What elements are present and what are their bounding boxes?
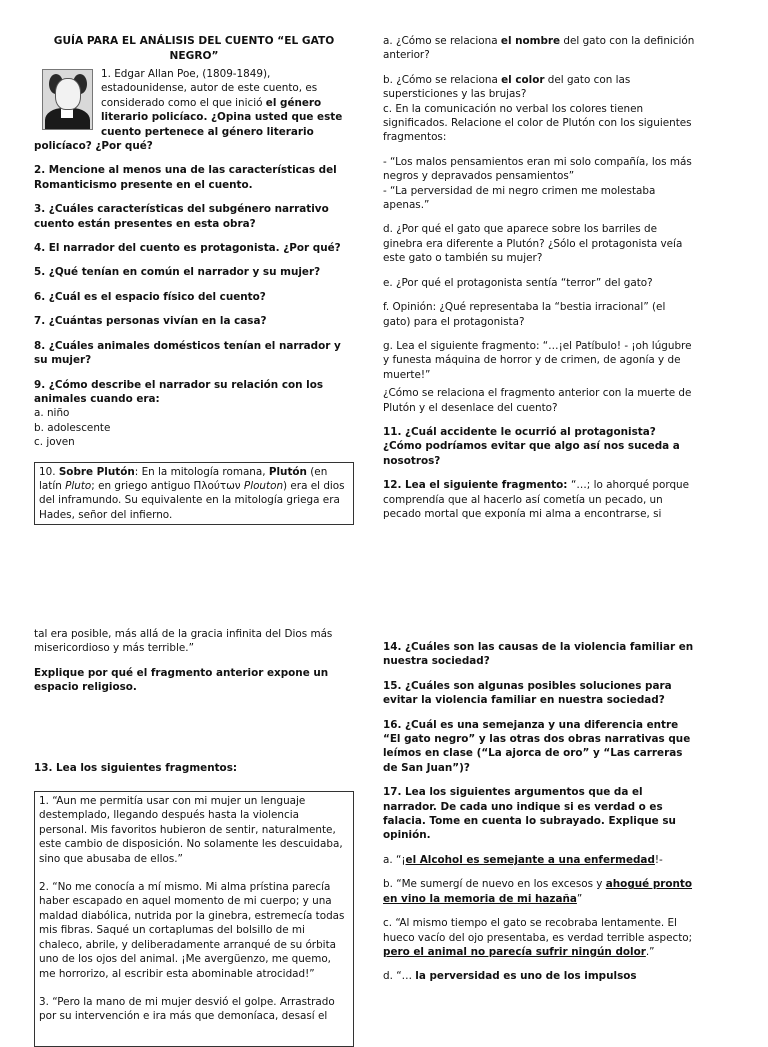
fragment-1: 1. “Aun me permitía usar con mi mujer un lenguaje destemplado, llegando después hasta la violencia personal. Mis favoritos hubieron de sentir, naturalmente, este cambio de disposición. No solamente les descuidaba, sino que abusaba de ellos.” bbox=[39, 795, 343, 865]
document-title: GUÍA PARA EL ANÁLISIS DEL CUENTO “EL GATO NEGRO” bbox=[53, 35, 335, 62]
item-e-terror: e. ¿Por qué el protagonista sentía “terror” del gato? bbox=[383, 276, 653, 289]
question-12: 12. Lea el siguiente fragmento: “…; lo ahorqué porque comprendía que al hacerlo así cometía un pecado, un pecado mortal que exponía mi alma a encontrarse, si bbox=[383, 479, 690, 520]
left-top-column bbox=[34, 34, 354, 525]
question-7: 7. ¿Cuántas personas vivían en la casa? bbox=[34, 315, 267, 328]
question-16: 16. ¿Cuál es una semejanza y una diferencia entre “El gato negro” y las otras dos obras narrativas que leímos en clase (“La ajorca de oro” y “Las carreras de San Juan”)? bbox=[383, 718, 691, 774]
question-9: 9. ¿Cómo describe el narrador su relación con los animales cuando era: bbox=[34, 378, 324, 405]
question-10-box: 10. Sobre Plutón: En la mitología romana, Plutón (en latín Pluto; en griego antiguo Πλούτων Plouton) era el dios del inframundo. Su equivalente en la mitología griega era Hades, señor del infierno. bbox=[34, 462, 354, 526]
question-3: 3. ¿Cuáles características del subgénero narrativo cuento están presentes en esta obra? bbox=[34, 203, 329, 230]
argument-c: c. “Al mismo tiempo el gato se recobraba lentamente. El hueco vacío del ojo presentaba, es verdad terrible aspecto; pero el animal no parecía sufrir ningún dolor.” bbox=[383, 917, 693, 958]
question-9-option-b: b. adolescente bbox=[34, 421, 111, 434]
question-9-option-c: c. joven bbox=[34, 436, 75, 449]
item-f-opinion: f. Opinión: ¿Qué representaba la “bestia irracional” (el gato) para el protagonista? bbox=[383, 301, 666, 328]
question-1: 1. Edgar Allan Poe, (1809-1849), estadounidense, autor de este cuento, es considerado como el que inició el género literario policíaco. ¿Opina usted que este cuento pertenece al género literario policíaco? ¿Por qué? bbox=[34, 68, 343, 153]
fragment-dark-thoughts: - “Los malos pensamientos eran mi solo compañía, los más negros y depravados pensamientos” bbox=[383, 155, 692, 183]
right-top-column bbox=[383, 34, 695, 521]
item-g-fragment: g. Lea el siguiente fragmento: “…¡el Patíbulo! - ¡oh lúgubre y funesta máquina de horror y de crimen, de agonía y de muerte!” bbox=[383, 339, 692, 381]
argument-a: a. “¡el Alcohol es semejante a una enfermedad!- bbox=[383, 853, 663, 866]
item-c-nonverbal: c. En la comunicación no verbal los colores tienen significados. Relacione el color de Plutón con los siguientes fragmentos: bbox=[383, 102, 692, 144]
question-13-fragments-box bbox=[34, 791, 354, 1047]
fragment-3: 3. “Pero la mano de mi mujer desvió el golpe. Arrastrado por su intervención e ira más que demoníaca, desasí el bbox=[39, 995, 335, 1023]
item-a-name: a. ¿Cómo se relaciona el nombre del gato con la definición anterior? bbox=[383, 35, 695, 62]
item-b-color: b. ¿Cómo se relaciona el color del gato con las supersticiones y las brujas? bbox=[383, 73, 631, 101]
item-d-second-cat: d. ¿Por qué el gato que aparece sobre los barriles de ginebra era diferente a Plutón? ¿Sólo el protagonista veía este gato o también su mujer? bbox=[383, 223, 683, 265]
question-2: 2. Mencione al menos una de las características del Romanticismo presente en el cuento. bbox=[34, 164, 337, 191]
item-g-question: ¿Cómo se relaciona el fragmento anterior con la muerte de Plutón y el desenlace del cuento? bbox=[383, 387, 692, 414]
question-11: 11. ¿Cuál accidente le ocurrió al protagonista? ¿Cómo podríamos evitar que algo así nos suceda a nosotros? bbox=[383, 425, 680, 467]
explain-religious-space: Explique por qué el fragmento anterior expone un espacio religioso. bbox=[34, 666, 329, 694]
question-9-option-a: a. niño bbox=[34, 407, 70, 420]
question-17: 17. Lea los siguientes argumentos que da el narrador. De cada uno indique si es verdad o es falacia. Tome en cuenta lo subrayado. Explique su opinión. bbox=[383, 786, 676, 842]
question-4: 4. El narrador del cuento es protagonista. ¿Por qué? bbox=[34, 242, 341, 255]
question-13: 13. Lea los siguientes fragmentos: bbox=[34, 761, 238, 774]
fragment-perversity: - “La perversidad de mi negro crimen me molestaba apenas.” bbox=[383, 184, 656, 212]
right-bottom-column bbox=[383, 640, 695, 984]
fragment-continuation: tal era posible, más allá de la gracia infinita del Dios más misericordioso y más terrible.” bbox=[34, 628, 333, 655]
poe-portrait-image bbox=[42, 69, 93, 130]
argument-b: b. “Me sumergí de nuevo en los excesos y ahogué pronto en vino la memoria de mi hazaña” bbox=[383, 878, 693, 905]
fragment-2: 2. “No me conocía a mí mismo. Mi alma prístina parecía haber escapado en aquel momento de mi cuerpo; y una maldad diabólica, nutrida por la ginebra, estremecía todas mis fibras. Saqué un cortaplumas del bolsillo de mi chaleco, abrile, y deliberadamente arranqué de su órbita uno de los ojos del animal. ¡Me avergüenzo, me quemo, me horrorizo, al escribir esta abominable atrocidad!” bbox=[39, 881, 345, 980]
question-8: 8. ¿Cuáles animales domésticos tenían el narrador y su mujer? bbox=[34, 339, 341, 367]
question-15: 15. ¿Cuáles son algunas posibles soluciones para evitar la violencia familiar en nuestra sociedad? bbox=[383, 679, 672, 707]
argument-d: d. “… la perversidad es uno de los impulsos bbox=[383, 970, 637, 983]
question-5: 5. ¿Qué tenían en común el narrador y su mujer? bbox=[34, 266, 321, 279]
question-14: 14. ¿Cuáles son las causas de la violencia familiar en nuestra sociedad? bbox=[383, 641, 694, 668]
question-6: 6. ¿Cuál es el espacio físico del cuento? bbox=[34, 290, 266, 303]
left-bottom-column bbox=[34, 627, 354, 1047]
